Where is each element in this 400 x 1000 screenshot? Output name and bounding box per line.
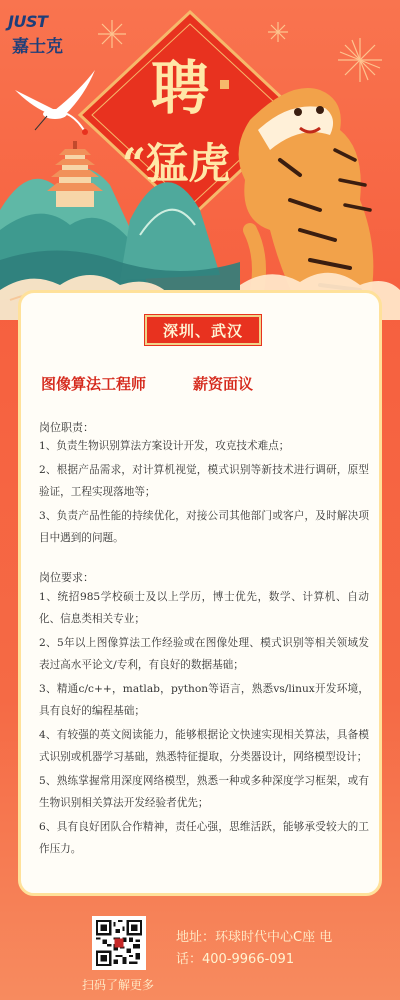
phone-text: 话：400-9966-091 [176,952,295,967]
qr-code-icon[interactable] [92,916,146,970]
hero-title: 聘 [150,54,210,122]
crane-icon [15,70,95,135]
list-item: 1、负责生物识别算法方案设计开发，攻克技术难点； [39,440,290,452]
list-item: 6、具有良好团队合作精神，责任心强，思维活跃，能够承受较大的工作压力。 [39,821,369,855]
list-item: 1、统招985学校硕士及以上学历，博士优先，数学、计算机、自动化、信息类相关专业； [39,591,369,625]
location-badge [145,315,261,345]
requirements-list [39,586,369,862]
list-item: 4、有较强的英文阅读能力，能够根据论文快速实现相关算法，具备模式识别或机器学习基础，熟悉特征提取，分类器设计，网络模型设计； [39,729,369,763]
duties-list [39,435,369,551]
list-item: 3、精通c/c++，matlab，python等语言，熟悉vs/linux开发环境，具有良好的编程基础； [39,683,369,717]
qr-caption: 扫码了解更多 [82,978,155,992]
logo-english: JUST [8,12,48,31]
company-logo [8,12,88,58]
logo-chinese: 嘉士克 [12,37,63,57]
list-item: 3、负责产品性能的持续优化，对接公司其他部门或客户，及时解决项目中遇到的问题。 [39,510,369,544]
job-card [18,290,382,896]
duties-heading: 岗位职责： [39,421,94,434]
requirements-heading: 岗位要求： [39,571,94,584]
list-item: 2、5年以上图像算法工作经验或在图像处理、模式识别等相关领域发表过高水平论文/专利，有良好的数据基础； [39,637,369,671]
list-item: 2、根据产品需求，对计算机视觉，模式识别等新技术进行调研，原型验证，工程实现落地等； [39,464,369,498]
address-text: 地址：环球时代中心C座 电 [176,930,333,945]
job-title: 图像算法工程师 [41,375,147,393]
seal-stamp [220,80,229,89]
location-text: 深圳、武汉 [162,321,243,340]
list-item: 5、熟练掌握常用深度网络模型，熟悉一种或多种深度学习框架，或有生物识别相关算法开发经验者优先； [39,775,369,809]
hero-subtitle: “猛虎 [121,139,231,188]
salary-text: 薪资面议 [193,375,254,393]
